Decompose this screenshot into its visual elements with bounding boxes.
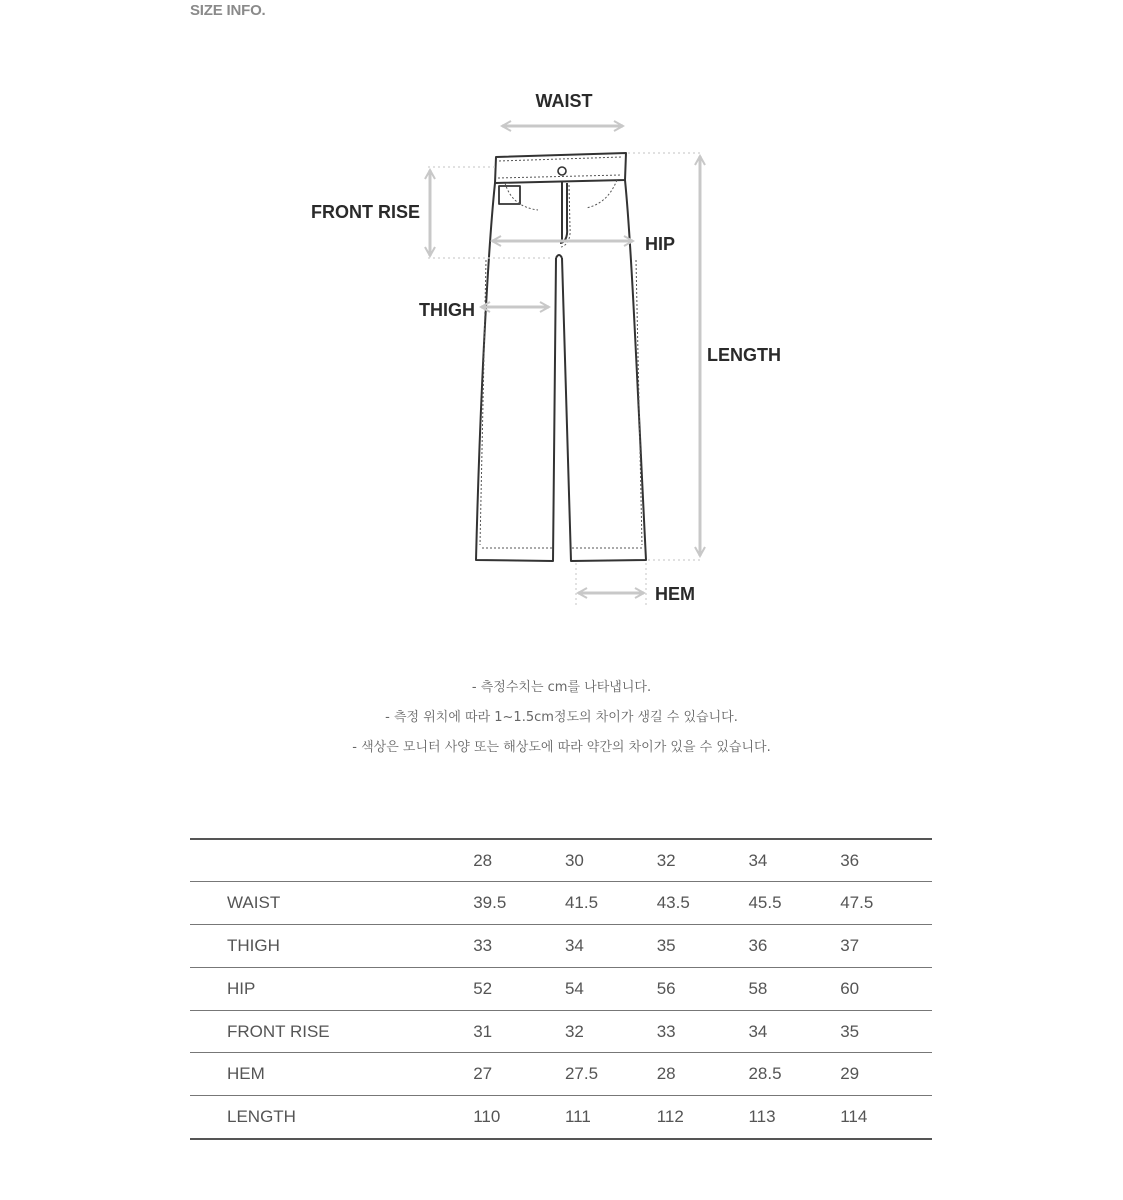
table-cell: 52 xyxy=(473,978,493,998)
table-header-cell: 30 xyxy=(564,850,584,870)
table-cell: 28.5 xyxy=(748,1064,782,1084)
table-cell: 43.5 xyxy=(656,893,690,913)
table-cell: 112 xyxy=(656,1106,684,1126)
row-label: WAIST xyxy=(227,893,281,913)
table-cell: 32 xyxy=(564,1021,584,1041)
crotch xyxy=(556,255,562,258)
table-header-cell: 32 xyxy=(656,850,676,870)
thigh-label: THIGH xyxy=(419,300,475,320)
note-unit: - 측정수치는 cm를 나타냅니다. xyxy=(471,680,652,695)
table-cell: 39.5 xyxy=(473,893,507,913)
waist-label: WAIST xyxy=(535,91,593,111)
front-rise-label: FRONT RISE xyxy=(310,202,420,222)
table-cell: 60 xyxy=(840,978,860,998)
hip-label: HIP xyxy=(645,234,676,254)
table-cell: 34 xyxy=(564,935,584,955)
table-row xyxy=(190,1096,932,1139)
table-cell: 35 xyxy=(840,1021,860,1041)
patch-pocket xyxy=(499,186,520,204)
table-cell: 37 xyxy=(840,935,860,955)
hem-label: HEM xyxy=(655,584,695,604)
table-row xyxy=(190,967,932,1010)
table-cell: 31 xyxy=(473,1021,493,1041)
table-row xyxy=(190,882,932,925)
table-row xyxy=(190,925,932,968)
table-header-cell xyxy=(190,839,473,882)
table-header-cell: 34 xyxy=(748,850,768,870)
table-cell: 28 xyxy=(656,1064,676,1084)
row-label: HEM xyxy=(227,1064,265,1084)
row-label: FRONT RISE xyxy=(227,1021,330,1041)
table-cell: 58 xyxy=(748,978,768,998)
table-cell: 114 xyxy=(840,1106,868,1126)
table-cell: 35 xyxy=(656,935,676,955)
table-header-cell: 28 xyxy=(473,850,493,870)
table-cell: 41.5 xyxy=(564,893,599,913)
pants-outline xyxy=(476,153,646,561)
table-cell: 36 xyxy=(748,935,768,955)
table-cell: 47.5 xyxy=(840,893,874,913)
table-cell: 113 xyxy=(748,1106,776,1126)
row-label: THIGH xyxy=(227,935,280,955)
table-cell: 34 xyxy=(748,1021,768,1041)
button-icon xyxy=(558,167,566,175)
row-label: HIP xyxy=(227,978,256,998)
table-cell: 29 xyxy=(840,1064,860,1084)
table-cell: 45.5 xyxy=(748,893,782,913)
table-row xyxy=(190,1053,932,1096)
table-cell: 54 xyxy=(564,978,584,998)
table-cell: 110 xyxy=(473,1106,501,1126)
measurement-notes xyxy=(0,676,1123,766)
note-tolerance: - 측정 위치에 따라 1~1.5cm정도의 차이가 생길 수 있습니다. xyxy=(385,710,738,725)
length-label: LENGTH xyxy=(707,345,781,365)
table-cell: 111 xyxy=(564,1106,591,1126)
table-header-cell: 36 xyxy=(840,850,860,870)
guide-lines xyxy=(428,153,700,605)
table-cell: 27 xyxy=(473,1064,493,1084)
size-table xyxy=(190,838,932,1140)
table-cell: 33 xyxy=(473,935,493,955)
note-color: - 색상은 모니터 사양 또는 해상도에 따라 약간의 차이가 있을 수 있습니다. xyxy=(352,740,771,755)
row-label: LENGTH xyxy=(227,1106,296,1126)
right-leg xyxy=(562,180,646,561)
table-header-row xyxy=(190,839,932,882)
table-cell: 56 xyxy=(656,978,676,998)
table-cell: 33 xyxy=(656,1021,676,1041)
table-row xyxy=(190,1010,932,1053)
table-cell: 27.5 xyxy=(564,1064,599,1084)
section-title: SIZE INFO. xyxy=(190,2,266,19)
